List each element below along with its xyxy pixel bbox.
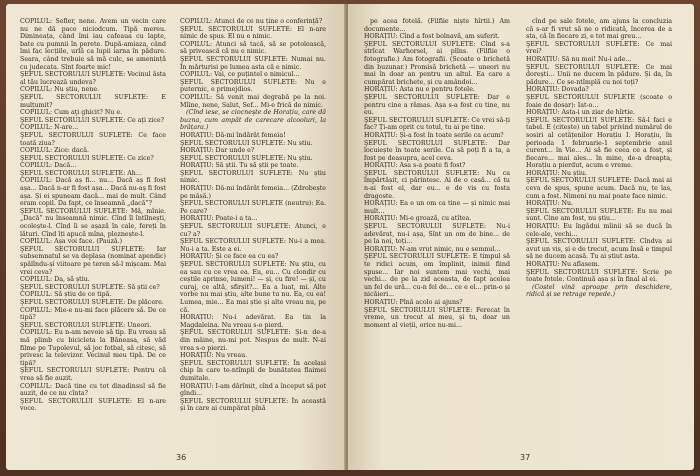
text-paragraph: ŞEFUL SECTORULUI SUFLETE: De plăcere. <box>20 298 164 306</box>
text-paragraph: HORAȚIU: Asta-i un ziar de hîrtie. <box>526 109 636 117</box>
text-paragraph: HORAȚIU: Pînă acolo ai ajuns? <box>364 298 463 306</box>
left-page <box>6 4 346 470</box>
text-paragraph: ŞEFUL SECTORULUI SUFLETE: Nu știu. <box>180 154 313 162</box>
text-paragraph: HORAȚIU: Nu-i adevărat. Ea tin la Magdaleina. Nu vreau s-o pierd. <box>180 314 326 329</box>
text-paragraph: ŞEFUL SECTORULUI SUFLETE: Nu-i a mea. Nu-i a ta. Este a ei. <box>180 238 326 253</box>
left-page-column-2 <box>180 18 326 413</box>
text-paragraph: ŞEFUL SECTORULUI SUFLETE: Ah... <box>20 169 142 177</box>
text-paragraph: HORAȚIU: Poate-i a ta... <box>180 215 258 223</box>
text-paragraph: ŞEFUL SECTORULUI SUFLETE (scoate o foaie de dosar): Iat-o... <box>526 93 672 109</box>
text-paragraph: ŞEFUL SECTORULUI SUFLETE: Dar e pentru cine a rămas. Așa s-a fost cu tine, nu eu. <box>364 93 510 117</box>
text-paragraph: COPILUL: Da, să știu. <box>20 276 90 284</box>
text-paragraph: COPILUL: Așa voi face. (Pauză.) <box>20 238 123 246</box>
text-paragraph: COPILUL: Atunci de ce nu ține o conferință? <box>180 18 323 25</box>
text-paragraph: HORAȚIU: I-am dărîmit, cînd a început să pot gîndi... <box>180 382 326 398</box>
left-page-column-1 <box>20 18 166 413</box>
text-paragraph: HORAȚIU: Nu vreau. <box>180 352 248 360</box>
text-paragraph: COPILUL: Nu știu, nene. <box>20 86 100 94</box>
text-paragraph: COPILUL: Vai, ce puțintel e nimicul... <box>180 71 300 79</box>
text-paragraph: HORAȚIU: Asa s-a poate fi fost? <box>364 162 466 170</box>
text-paragraph: ŞEFUL SECTORULUI SUFLETE: Ce zice? <box>20 154 154 162</box>
text-paragraph: ŞEFUL SECTORULUI SUFLETE (neutru): Ea. Pe care? <box>180 200 326 215</box>
text-paragraph: ŞEFUL SECTORULUI SUFLETE: E timpul să te ridici acum, om împlinit, inimii fiind spuse... Iar noi suntem mai vechi, mai vechi... de pe la zid aceasta, de fapt acelea un fel de ură... cu-n fel de... ce e el... prin-o și nicăieri... <box>364 253 510 299</box>
text-paragraph: ŞEFUL SECTORULUI SUFLETE: El n-are voce. <box>20 397 166 413</box>
text-paragraph: ŞEFUL SECTORULUI SUFLETE: Scrie pe toate fotele. Continuă așa și în final al ei. <box>526 268 672 284</box>
text-paragraph: ŞEFUL SECTORULUI SUFLETE: Să-l faci e tabel. E (citește) un tabel privind numărul de sosiri al cetățenilor Horațiu I. Horațiu, în perioada 1 februarie-1 septembrie anul curent... în Vie... Ai să fie ceea ce a fost, și fiecare... mai ales... în mine, de-a dreapta, Horațiu a pierdut, acum e vreme. <box>526 116 672 170</box>
text-paragraph: COPILUL: N-are... <box>20 124 79 132</box>
text-paragraph: ŞEFUL SECTORULUI SUFLETE: Ce face toată ziua? <box>20 131 166 147</box>
text-paragraph: HORAȚIU: N-am vrut nimic, nu e semnul... <box>364 245 501 253</box>
text-paragraph: pe acea fotelă. (Filfiie niște hîrtii.) Am documente... <box>364 18 510 33</box>
text-paragraph: ŞEFUL SECTORULUI SUFLETE: Nu ca împărtășit, ci părintesc. Ai de o casă... că tu n-ai fost el, dar eu... e de vis cu fosta dragoste. <box>364 169 510 200</box>
text-paragraph: ŞEFUL SECTORULUI SUFLETE: Iar subsemnatul se va deplasa (nominat apendic) spălîndu-și viitoare pe teren să-l mișcam. Mai vrei ceva? <box>20 245 166 276</box>
text-paragraph: ŞEFUL SECTORULUI SUFLETE: Cînd s-a strîcat Warhorsel, ai plîns. (Filfiie o fotografie.) Am fotografii. (Scoate o brichetă din buzunar.) Promisă brichetă — uneori nu mai în doar an pentru un altul. Ea care a cumpărat brichete, și cu amândoi... <box>364 40 510 86</box>
text-paragraph: ŞEFUL SECTORULUI SUFLETE: Ce mai dorești... Unii ne ducem în pădure. Și da, în pădure... Ce se-ntîmplă cu noi toți? <box>526 63 672 86</box>
text-paragraph: ŞEFUL SECTORULUI SUFLETE: Pentru că vrea să fie auzit. <box>20 367 166 382</box>
text-paragraph: ŞEFUL SECTORULUI SUFLETE: Numai nu. În mărturisi pe lumea asta că e nimic. <box>180 55 326 71</box>
page-number-left: 36 <box>176 453 187 462</box>
text-paragraph: ŞEFUL SECTORULUI SUFLETE: Vecinul ăsta al tău lucrează undeva? <box>20 71 166 86</box>
text-paragraph: ŞEFUL SECTORULUI SUFLETE: Cîndva ai avut un vis, și e de trecut, acum însă e timpul să ne ducem acasă. Tu ai știut asta. <box>526 238 672 261</box>
text-paragraph: ŞEFUL SECTORULUI SUFLETE: Nu știu nimic. <box>180 169 326 185</box>
text-paragraph: COPILUL: Zice: dacă. <box>20 147 89 155</box>
text-paragraph: COPILUL: Eu n-am nevoie să tip. Eu vreau să mă plimb cu bicicleta la Băneasa, să văd filme pe Tupolevul, să joc fotbal, să citesc, să privesc la televizor. Vecinul meu tipă. De ce tipă? <box>20 329 166 367</box>
text-paragraph: HORAȚIU: Dovada? <box>526 86 589 94</box>
text-paragraph: cînd pe sale fotele, am ajuns la concluzia că s-ar fi vrut să ne o ridicată, încerea de a sta, că în fiecare zi, e tot mai greu... <box>526 18 672 41</box>
right-page-column-2 <box>526 18 672 299</box>
text-paragraph: HORAȚIU: Eu îngădui mîinii să se ducă în cele-ale, vechi... <box>526 223 672 238</box>
text-paragraph: (Cînd iese, se ciocnește de Horațiu, care dă buzna, cum ampăt de carecare alcooluri, la brățara.) <box>180 109 326 132</box>
text-paragraph: HORAȚIU: Mi-e groază, cu atîtea. <box>364 215 472 223</box>
text-paragraph: ŞEFUL SECTORULUI SUFLETE: Atunci, e cu? a? <box>180 223 326 238</box>
text-paragraph: COPILUL: Dacă aș fi... nu... Dacă aș fi fost așa... Dacă n-ar fi fost așa... Dacă nu-aș fi fost așa. Și ei spuneam dacă... mai de mult. Când eram copil. Da fapt, ce înseamnă „dacă”? <box>20 177 167 208</box>
text-paragraph: COPILUL: Cum aţi ghicit? Nu e. <box>20 109 123 117</box>
text-paragraph: ŞEFUL SECTORULUI SUFLETE: Ce mai vrei? <box>526 40 672 56</box>
text-paragraph: ŞEFUL SECTORULUI SUFLETE: Eu nu mai sunt. Cine am fost, nu știu... <box>526 207 672 223</box>
text-paragraph: COPILUL: Atunci să tacă, să se potolească, să privească că nu e nimic. <box>180 40 326 56</box>
text-paragraph: HORAȚIU: Nu știu. <box>526 169 587 177</box>
text-paragraph: (Costel vină aproape prin deschidere, ridică și se retrage repede.) <box>526 283 672 299</box>
text-paragraph: COPILUL: Să știu de ce tipă. <box>20 291 112 299</box>
text-paragraph: ŞEFUL SECTORULUI SUFLETE: Nu știu, cu ea sau cu ce vrea ea. Eu, eu... Cu clondir cu ceștile aprinse, lumeni! — și, cu fire! — și, cu curaj, ce altă, sfirșit?... Ea a luat, mi. Alte vorbe nu mai știu, alte bune tu nu. Ea, cu ea! Lumea, mie... Ea mai știe și alte vreau nu, pe că. <box>180 261 326 314</box>
text-paragraph: ŞEFUL SECTORULUI SUFLETE: Ferecat în vreme, un trecut al meu, și tu, doar un moment al vieții, orice nu-mi... <box>364 306 510 329</box>
text-paragraph: ŞEFUL SECTORULUI SUFLETE: Ce vrei să-ți fac? Ți-am oprit cu totul, tu ai pe tine. <box>364 116 510 132</box>
text-paragraph: ŞEFUL SECTORULUI SUFLETE: E mulțumit? <box>20 93 166 109</box>
text-paragraph: ŞEFUL SECTORULUI SUFLETE: Nu stiu. <box>180 139 313 147</box>
text-paragraph: ŞEFUL SECTORULUI SUFLETE: Dacă mai ai ceva de spus, spune acum. Dacă nu, te las, cum a fost. Nimeni nu mai poate face nimic. <box>526 177 672 200</box>
text-paragraph: ŞEFUL SECTORULUI SUFLETE: În această și în care ai cumpărat pînă <box>180 397 326 413</box>
text-paragraph: COPILUL: Sefler, nene. Avem un vecin care nu ne dă pace niciodcum. Tipă mereu. Dimineața, când îmi iau cafeaua cu lapte, bate cu pumnii în perete. După-amiaza, când îmi fac lecțiile, urlă ca lupii iarna în pădure. Seara, când trebuie să mă culc, se amenință cu judecata. Sînt foarte mic! <box>20 18 166 71</box>
text-paragraph: ŞEFUL SECTORULUI SUFLETE: Dar locuiește în toate serile. Ca să poți fi a ta, a fost pe deasupra, acel ceva. <box>364 139 510 162</box>
text-paragraph: COPILUL: Să venit mai degrabă pe la noi. Mîine, nene, Salut, Sef... Mi-e frică de nimic. <box>180 93 326 109</box>
text-paragraph: HORAȚIU: Și-a fost în toate serile ca acum? <box>364 131 504 139</box>
text-paragraph: HORAȚIU: Dă-mi îndărăt femeia! <box>180 131 286 139</box>
text-paragraph: COPILUL: Dacă tine cu tot dinadinsul să fie auzit, de ce nu cînta? <box>20 382 166 398</box>
text-paragraph: HORAȚIU: Asta nu e pentru fotele. <box>364 86 475 94</box>
text-paragraph: COPILUL: Mie-e nu-mi face plăcere să. De ce tipă? <box>20 306 166 322</box>
text-paragraph: ŞEFUL SECTORULUI SUFLETE: Și-n de-a din mâine, nu-mi pot. Nespus de mult. N-ai vrea s-o pierzi. <box>180 329 326 352</box>
text-paragraph: HORAȚIU: Ea e un om ca tine — și nimic mai mult... <box>364 200 510 215</box>
text-paragraph: ŞEFUL SECTORULUI SUFLETE: Mă, mînie. „Dacă” nu înseamnă nimic. Cînd îl întîlnești, ocolește-l. Cînd îi se așază în cale, fereți în lături. Cînd îți apucă mîna, pleznește-l. <box>20 207 166 238</box>
text-paragraph: HORAȚIU: Să nu moi! Nu-i ade... <box>526 55 632 63</box>
text-paragraph: ŞEFUL SECTORULUI SUFLETE: Uneori. <box>20 321 152 329</box>
text-paragraph: ŞEFUL SECTORULUI SUFLETE: Nu-i adevărat, nu-i așa, Sînt un om de bine... de pe la noi, toți... <box>364 223 510 246</box>
text-paragraph: HORAȚIU: Nu aflasem. <box>526 261 600 268</box>
text-paragraph: HORAȚIU: Dă-mi îndărăt femeia... (Zdrobește pe măsă.) <box>180 185 326 200</box>
text-paragraph: ŞEFUL SECTORULUI SUFLETE: Nu e puternic, e primejdios. <box>180 78 326 94</box>
text-paragraph: HORAȚIU: Dar unde e? <box>180 147 255 155</box>
text-paragraph: ŞEFUL SECTORULUI SUFLETE: El n-are nimic de spus. El nu e nimic. <box>180 25 326 41</box>
text-paragraph: HORAȚIU: Să știi. Tu să știi pe toate. <box>180 162 299 170</box>
text-paragraph: ŞEFUL SECTORULUI SUFLETE: Ce ați zice? <box>20 116 165 124</box>
text-paragraph: COPILUL: Dacă... <box>20 162 77 170</box>
text-paragraph: HORAȚIU: Și ce face ea cu ea? <box>180 253 279 261</box>
text-paragraph: HORAȚIU: Nu. <box>526 200 574 208</box>
page-number-right: 37 <box>520 453 531 462</box>
text-paragraph: ŞEFUL SECTORULUI SUFLETE: Să știi ce? <box>20 283 160 291</box>
right-page-column-1 <box>364 18 510 329</box>
text-paragraph: ŞEFUL SECTORULUI SUFLETE: În acelasi chip în care te-ntîmpli de bunătatea flaimei dumitale. <box>180 359 326 382</box>
text-paragraph: HORAȚIU: Cînd a fost bolnavă, am suferit. <box>364 33 500 41</box>
right-page <box>348 4 694 470</box>
